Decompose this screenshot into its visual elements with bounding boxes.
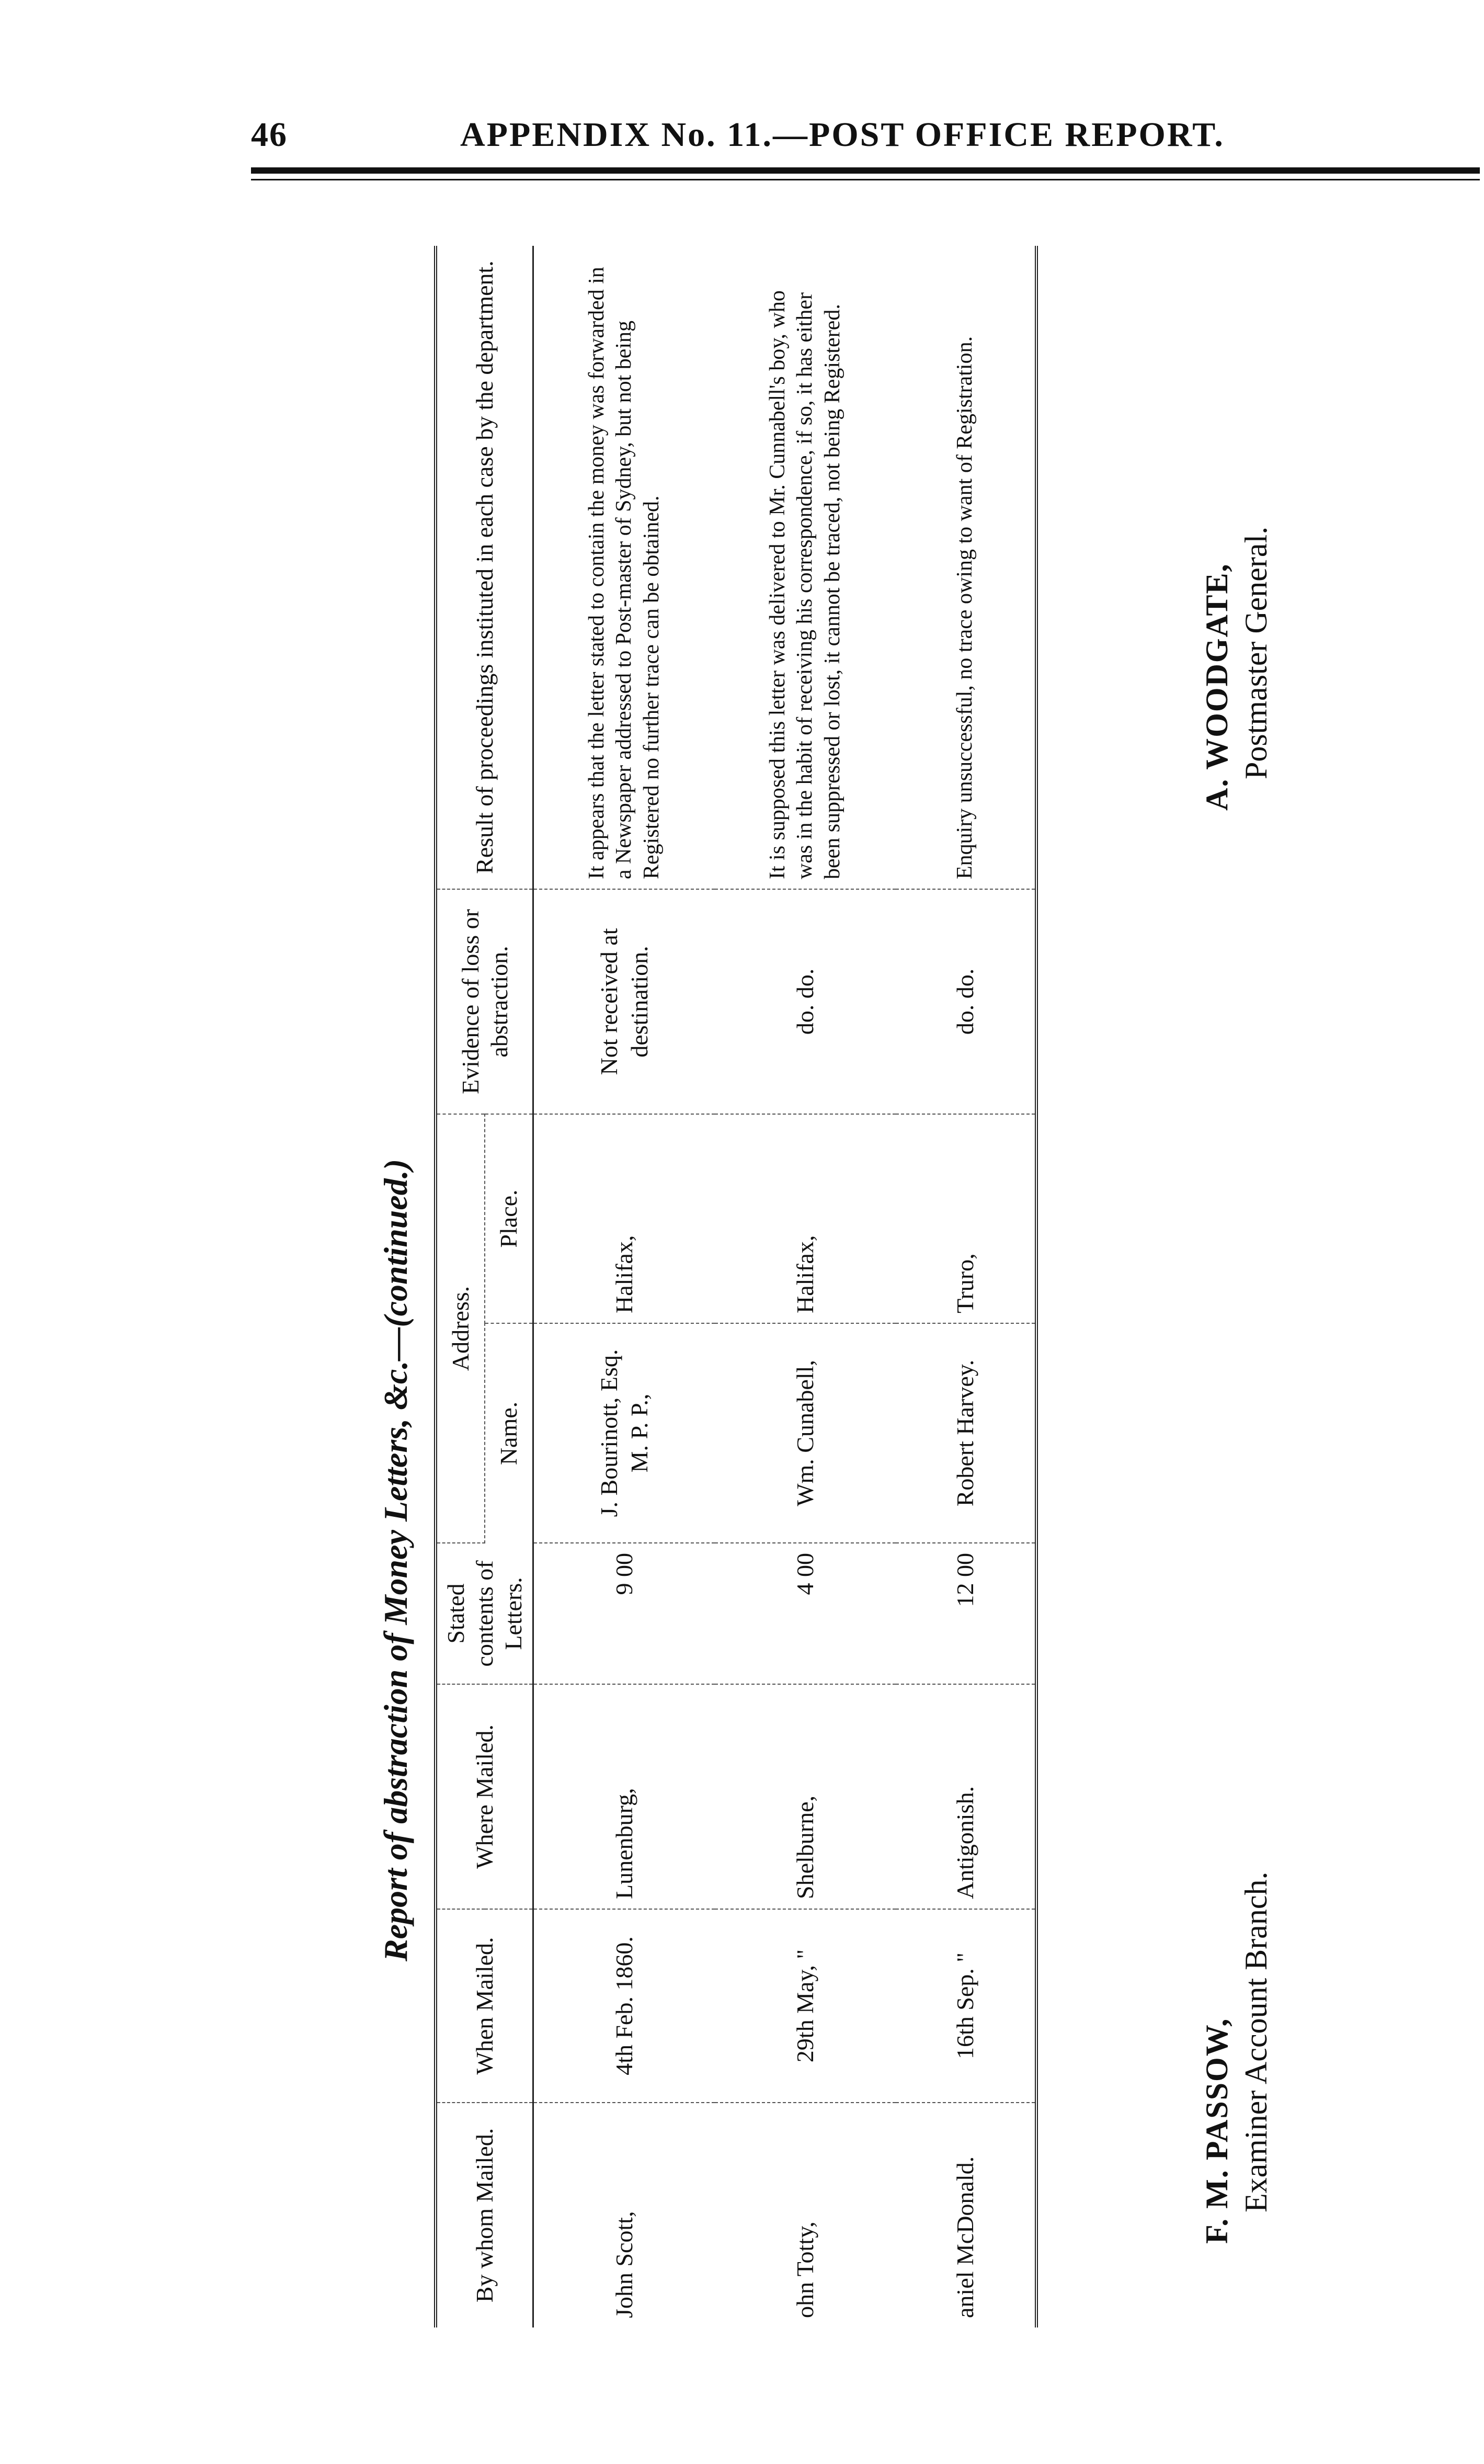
cell-by-whom: ohn Totty,	[791, 2221, 818, 2318]
report-caption: Report of abstraction of Money Letters, &c.—(continued.)	[377, 1159, 414, 1961]
col-header-when: When Mailed.	[436, 1909, 533, 2103]
cell-contents: 4 00	[715, 1543, 896, 1684]
cell-evidence: do. do.	[896, 889, 1036, 1114]
col-header-place: Place.	[485, 1114, 533, 1323]
cell-name: Robert Harvey.	[896, 1323, 1036, 1543]
cell-name: J. Bourinott, Esq. M. P. P.,	[533, 1323, 715, 1543]
table-row	[896, 246, 1036, 2327]
page-header	[251, 115, 1480, 162]
cell-contents: 12 00	[896, 1543, 1036, 1684]
col-header-result: Result of proceedings instituted in each case by the department.	[436, 246, 533, 889]
cell-where: Lunenburg,	[533, 1684, 715, 1909]
col-header-where: Where Mailed.	[436, 1684, 533, 1909]
cell-result: It appears that the letter stated to contain the money was forwarded in a Newspaper addressed to Post-master of Sydney, but not being Registered no further trace can be obtained.	[533, 246, 715, 889]
cell-contents: 9 00	[533, 1543, 715, 1684]
signature-examiner	[1197, 1872, 1276, 2244]
table-row	[715, 246, 896, 2327]
rotated-report	[376, 246, 1412, 2327]
cell-evidence: do. do.	[715, 889, 896, 1114]
cell-by-whom: aniel McDonald.	[896, 2103, 1036, 2327]
examiner-name: F. M. PASSOW,	[1200, 2017, 1234, 2244]
cell-place: Truro,	[896, 1114, 1036, 1323]
cell-result: Enquiry unsuccessful, no trace owing to want of Registration.	[896, 246, 1036, 889]
col-header-contents: Stated contents of Letters.	[436, 1543, 533, 1684]
cell-where: Antigonish.	[896, 1684, 1036, 1909]
col-header-name: Name.	[485, 1323, 533, 1543]
cell-result: It is supposed this letter was delivered to Mr. Cunnabell's boy, who was in the habit of receiving his correspondence, if so, it has either been suppressed or lost, it cannot be traced, not being Registered.	[715, 246, 896, 889]
cell-by-whom: John Scott,	[610, 2211, 637, 2318]
col-header-by-whom: By whom Mailed.	[436, 2103, 533, 2327]
page-title: APPENDIX No. 11.—POST OFFICE REPORT.	[460, 116, 1225, 154]
header-rule-thin	[251, 179, 1480, 180]
cell-where: Shelburne,	[715, 1684, 896, 1909]
cell-place: Halifax,	[715, 1114, 896, 1323]
signature-postmaster	[1197, 527, 1276, 811]
cell-when: 29th May, "	[715, 1909, 896, 2103]
cell-place: Halifax,	[533, 1114, 715, 1323]
col-header-address: Address.	[436, 1114, 485, 1543]
cell-when: 4th Feb. 1860.	[533, 1909, 715, 2103]
table-row	[533, 246, 715, 2327]
page-number: 46	[251, 116, 288, 154]
cell-name: Wm. Cunabell,	[715, 1323, 896, 1543]
cell-when: 16th Sep. "	[896, 1909, 1036, 2103]
report-table	[434, 246, 1038, 2327]
col-header-evidence: Evidence of loss or abstraction.	[436, 889, 533, 1114]
examiner-role: Examiner Account Branch.	[1239, 1871, 1273, 2212]
cell-evidence: Not received at destination.	[533, 889, 715, 1114]
postmaster-role: Postmaster General.	[1239, 526, 1273, 779]
header-rule-thick	[251, 167, 1480, 174]
postmaster-name: A. WOODGATE,	[1200, 563, 1234, 811]
